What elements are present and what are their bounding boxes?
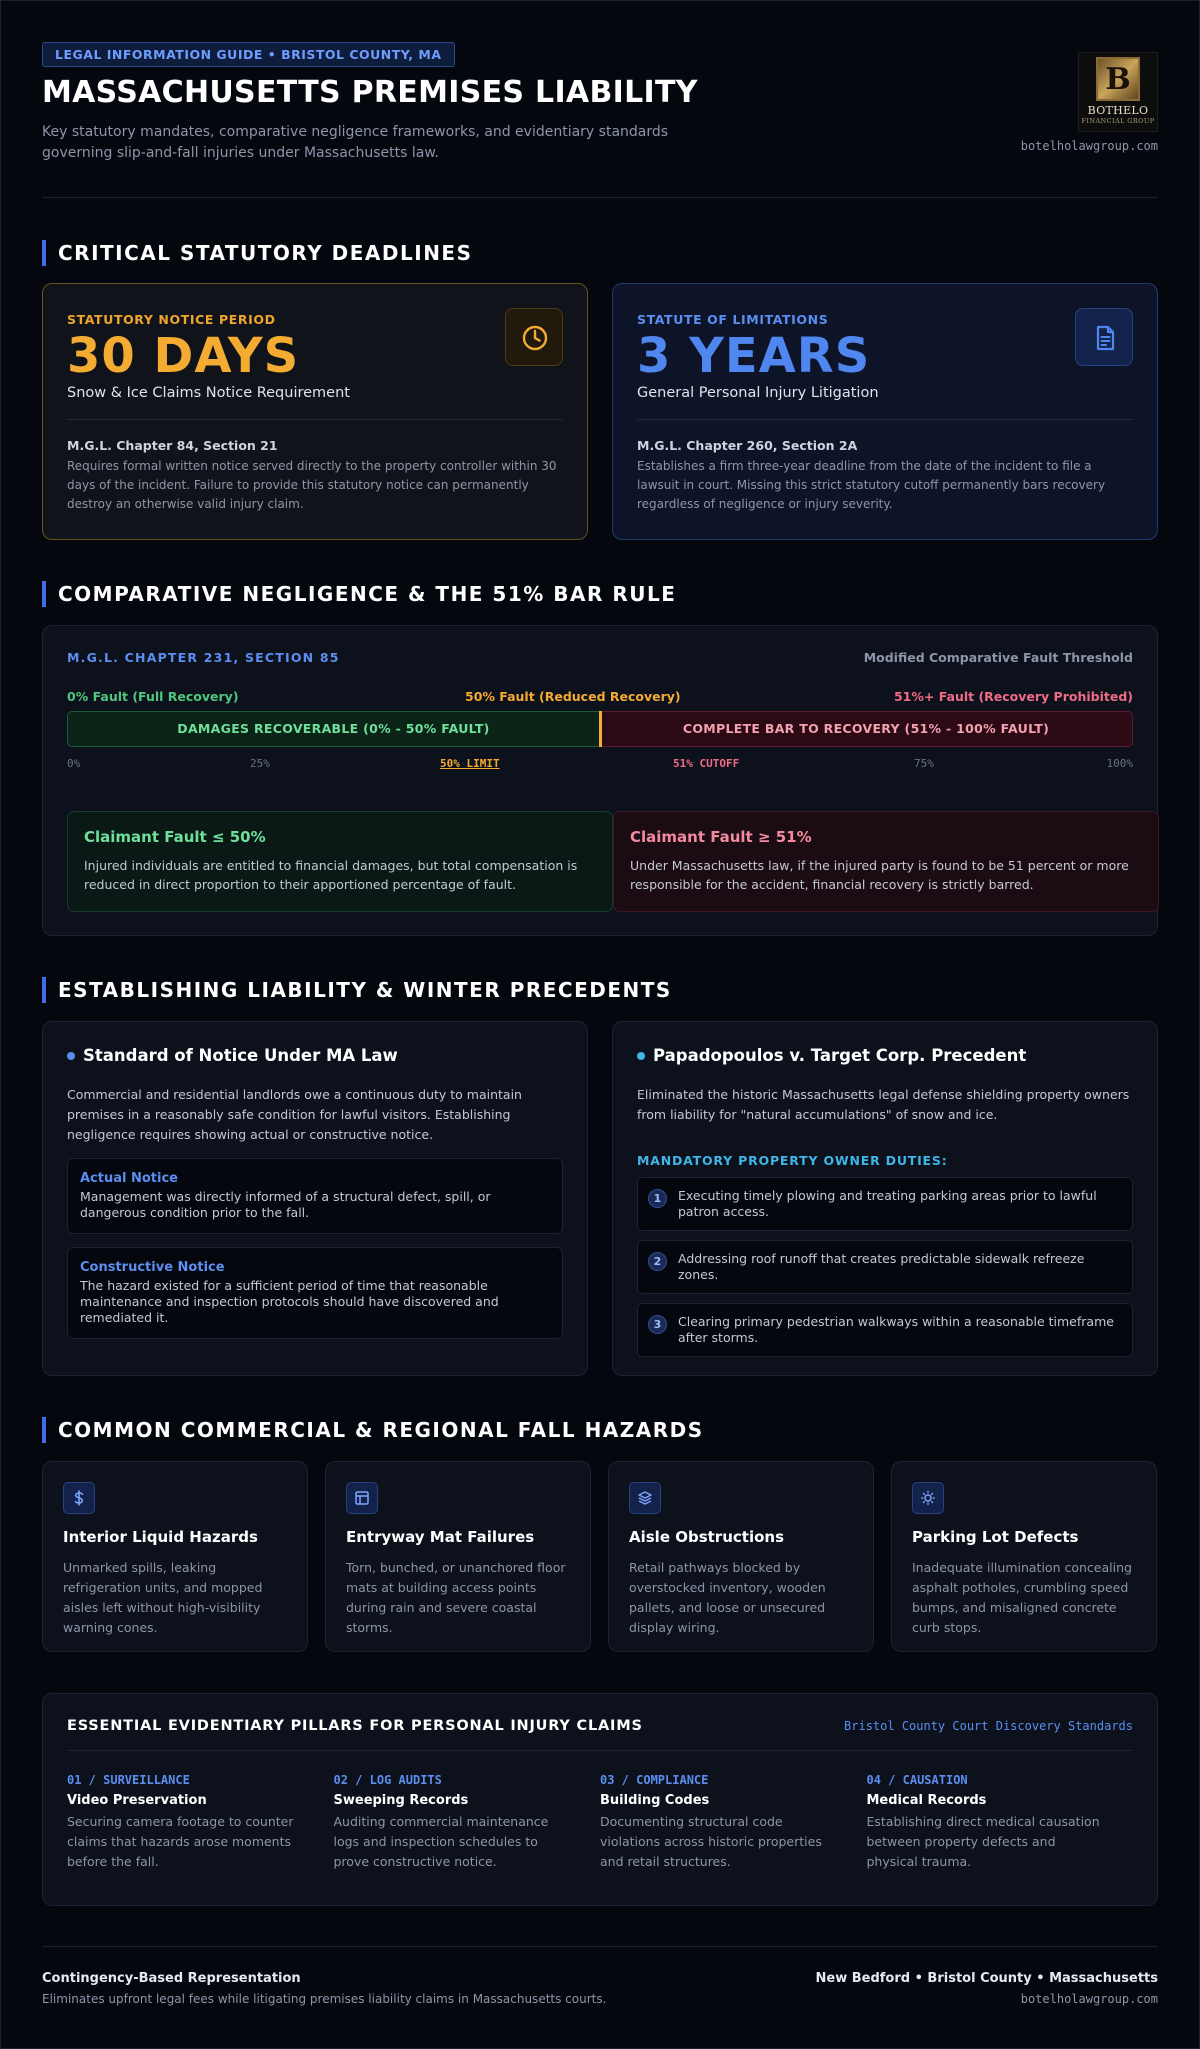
- pillar-title: Sweeping Records: [333, 1793, 469, 1808]
- deadline-text: Establishes a firm three-year deadline from the date of the incident to file a lawsuit in court. Missing this strict statutory cutoff permanently bars recovery regardless of negligence or injury severity.: [637, 459, 1106, 511]
- deadline-card-notice: [42, 283, 588, 540]
- section-title-negligence: COMPARATIVE NEGLIGENCE & THE 51% BAR RULE: [42, 581, 676, 607]
- evidence-pillar: [67, 1773, 334, 1872]
- page-header: [42, 42, 1158, 198]
- page-subtitle: Key statutory mandates, comparative negligence frameworks, and evidentiary standards governing slip-and-fall injuries under Massachusetts law.: [42, 124, 669, 161]
- card-heading: Papadopoulos v. Target Corp. Precedent: [653, 1046, 1027, 1065]
- notice-item-constructive: [67, 1247, 563, 1339]
- tick-label-limit: 50% LIMIT: [440, 757, 500, 770]
- pillar-title: Medical Records: [866, 1793, 987, 1808]
- pillar-text: Auditing commercial maintenance logs and inspection schedules to prove constructive notice.: [333, 1814, 549, 1869]
- evidence-pillar: [867, 1773, 1134, 1872]
- duty-text: Clearing primary pedestrian walkways within a reasonable timeframe after storms.: [678, 1314, 1114, 1345]
- hazard-text: Inadequate illumination concealing asphalt potholes, crumbling speed bumps, and misaligned concrete curb stops.: [912, 1560, 1132, 1635]
- pillar-title: Video Preservation: [67, 1793, 207, 1808]
- duties-heading: MANDATORY PROPERTY OWNER DUTIES:: [637, 1153, 948, 1168]
- hazard-text: Unmarked spills, leaking refrigeration units, and mopped aisles left without high-visibility warning cones.: [63, 1560, 263, 1635]
- pillar-text: Documenting structural code violations across historic properties and retail structures.: [600, 1814, 822, 1869]
- notice-title: Actual Notice: [80, 1171, 178, 1186]
- page-title: MASSACHUSETTS PREMISES LIABILITY: [42, 75, 698, 110]
- duty-text: Executing timely plowing and treating parking areas prior to lawful patron access.: [678, 1188, 1097, 1219]
- logo-mark: B: [1096, 57, 1140, 101]
- duty-item: [637, 1177, 1133, 1231]
- duty-number: 3: [648, 1315, 667, 1334]
- bullet-dot: [637, 1052, 645, 1060]
- deadline-value: 3 YEARS: [637, 328, 871, 384]
- notice-item-actual: [67, 1158, 563, 1234]
- deadline-card-limitations: [612, 283, 1158, 540]
- outcome-barred: [613, 811, 1159, 912]
- section-title-hazards: COMMON COMMERCIAL & REGIONAL FALL HAZARDS: [42, 1417, 704, 1443]
- logo-name: BOTHELO: [1087, 104, 1149, 117]
- hazard-title: Aisle Obstructions: [629, 1528, 784, 1546]
- evidence-title: ESSENTIAL EVIDENTIARY PILLARS FOR PERSONAL INJURY CLAIMS: [67, 1718, 643, 1734]
- sun-icon: [912, 1482, 944, 1514]
- pillar-title: Building Codes: [600, 1793, 710, 1808]
- footer-location: New Bedford • Bristol County • Massachusetts: [815, 1971, 1158, 1986]
- section-title-deadlines: CRITICAL STATUTORY DEADLINES: [42, 240, 473, 266]
- website-link[interactable]: botelholawgroup.com: [1020, 139, 1158, 153]
- deadline-value: 30 DAYS: [67, 328, 300, 384]
- deadline-label: STATUTE OF LIMITATIONS: [637, 312, 829, 327]
- firm-logo: [1078, 52, 1158, 132]
- deadline-citation: M.G.L. Chapter 260, Section 2A: [637, 438, 858, 453]
- hazard-card: [608, 1461, 874, 1652]
- tick-label: 25%: [250, 757, 270, 770]
- hazard-card: [42, 1461, 308, 1652]
- notice-standard-card: [42, 1021, 588, 1376]
- duty-number: 1: [648, 1189, 667, 1208]
- divider: [67, 419, 563, 420]
- outcome-heading: Claimant Fault ≤ 50%: [84, 828, 266, 846]
- pillar-text: Securing camera footage to counter claims that hazards arose moments before the fall.: [67, 1814, 294, 1869]
- card-intro: Eliminated the historic Massachusetts legal defense shielding property owners from liability for "natural accumulations" of snow and ice.: [637, 1087, 1130, 1122]
- card-heading: Standard of Notice Under MA Law: [83, 1046, 398, 1065]
- footer-left-title: Contingency-Based Representation: [42, 1971, 301, 1986]
- hazard-title: Parking Lot Defects: [912, 1528, 1079, 1546]
- deadline-text: Requires formal written notice served directly to the property controller within 30 days of the incident. Failure to provide this statutory notice can permanently destroy an otherwise valid injury claim.: [67, 459, 557, 511]
- threshold-label: Modified Comparative Fault Threshold: [863, 650, 1133, 665]
- precedent-card: [612, 1021, 1158, 1376]
- outcome-text: Under Massachusetts law, if the injured party is found to be 51 percent or more responsible for the accident, financial recovery is strictly barred.: [630, 858, 1129, 892]
- document-icon: [1075, 308, 1133, 366]
- hazard-card: [325, 1461, 591, 1652]
- duty-item: [637, 1303, 1133, 1357]
- notice-title: Constructive Notice: [80, 1260, 225, 1275]
- notice-text: Management was directly informed of a structural defect, spill, or dangerous condition prior to the fall.: [80, 1189, 491, 1220]
- pillar-key: 04 / CAUSATION: [866, 1773, 968, 1787]
- outcome-recoverable: [67, 811, 613, 912]
- section-title-liability: ESTABLISHING LIABILITY & WINTER PRECEDENTS: [42, 977, 672, 1003]
- fault-scale-labels: [67, 689, 1133, 707]
- card-intro: Commercial and residential landlords owe a continuous duty to maintain premises in a reasonably safe condition for lawful visitors. Establishing negligence requires showing actual or constructive notice.: [67, 1087, 522, 1142]
- duty-item: [637, 1240, 1133, 1294]
- pillar-key: 03 / COMPLIANCE: [600, 1773, 709, 1787]
- logo-subtitle: FINANCIAL GROUP: [1081, 117, 1155, 125]
- pillar-key: 02 / LOG AUDITS: [333, 1773, 442, 1787]
- pillar-text: Establishing direct medical causation between property defects and physical trauma.: [866, 1814, 1100, 1869]
- bar-segment-recoverable: DAMAGES RECOVERABLE (0% - 50% FAULT): [67, 711, 600, 747]
- guide-badge: LEGAL INFORMATION GUIDE • BRISTOL COUNTY, MA: [42, 42, 455, 67]
- hazard-text: Torn, bunched, or unanchored floor mats at building access points during rain and severe coastal storms.: [346, 1560, 566, 1635]
- footer-website-link[interactable]: botelholawgroup.com: [1020, 1992, 1158, 2006]
- pillar-key: 01 / SURVEILLANCE: [67, 1773, 190, 1787]
- evidence-pillar: [334, 1773, 601, 1872]
- tick-label: 100%: [1106, 757, 1133, 770]
- hazard-text: Retail pathways blocked by overstocked inventory, wooden pallets, and loose or unsecured display wiring.: [629, 1560, 826, 1635]
- evidence-standard: Bristol County Court Discovery Standards: [844, 1719, 1133, 1733]
- deadline-citation: M.G.L. Chapter 84, Section 21: [67, 438, 278, 453]
- negligence-panel: [42, 625, 1158, 936]
- fault-ticks: [67, 757, 1133, 775]
- deadline-description: Snow & Ice Claims Notice Requirement: [67, 385, 350, 401]
- hazard-title: Interior Liquid Hazards: [63, 1528, 258, 1546]
- duty-text: Addressing roof runoff that creates predictable sidewalk refreeze zones.: [678, 1251, 1085, 1282]
- evidence-panel: [42, 1693, 1158, 1906]
- divider: [637, 419, 1133, 420]
- outcome-text: Injured individuals are entitled to financial damages, but total compensation is reduced in direct proportion to their apportioned percentage of fault.: [84, 858, 578, 892]
- clock-icon: [505, 308, 563, 366]
- layout-icon: [346, 1482, 378, 1514]
- page-footer: [42, 1946, 1158, 2006]
- bar-segment-barred: COMPLETE BAR TO RECOVERY (51% - 100% FAULT): [600, 711, 1133, 747]
- scale-label-reduced-recovery: 50% Fault (Reduced Recovery): [465, 689, 681, 704]
- hazard-card: [891, 1461, 1157, 1652]
- bullet-dot: [67, 1052, 75, 1060]
- duty-number: 2: [648, 1252, 667, 1271]
- fault-bar: [67, 711, 1133, 747]
- scale-label-recovery-prohibited: 51%+ Fault (Recovery Prohibited): [893, 689, 1133, 704]
- notice-text: The hazard existed for a sufficient period of time that reasonable maintenance and inspection protocols should have discovered and remediated it.: [80, 1278, 499, 1325]
- hazard-title: Entryway Mat Failures: [346, 1528, 535, 1546]
- layers-icon: [629, 1482, 661, 1514]
- deadline-label: STATUTORY NOTICE PERIOD: [67, 312, 276, 327]
- dollar-icon: [63, 1482, 95, 1514]
- negligence-statute: M.G.L. CHAPTER 231, SECTION 85: [67, 650, 340, 665]
- evidence-pillar: [600, 1773, 867, 1872]
- deadline-description: General Personal Injury Litigation: [637, 385, 879, 401]
- tick-label: 75%: [914, 757, 934, 770]
- tick-label: 0%: [67, 757, 81, 770]
- threshold-marker: [599, 711, 602, 747]
- scale-label-full-recovery: 0% Fault (Full Recovery): [67, 689, 239, 704]
- footer-left-text: Eliminates upfront legal fees while litigating premises liability claims in Massachusetts courts.: [42, 1992, 607, 2006]
- tick-label-cutoff: 51% CUTOFF: [673, 757, 740, 770]
- outcome-heading: Claimant Fault ≥ 51%: [630, 828, 812, 846]
